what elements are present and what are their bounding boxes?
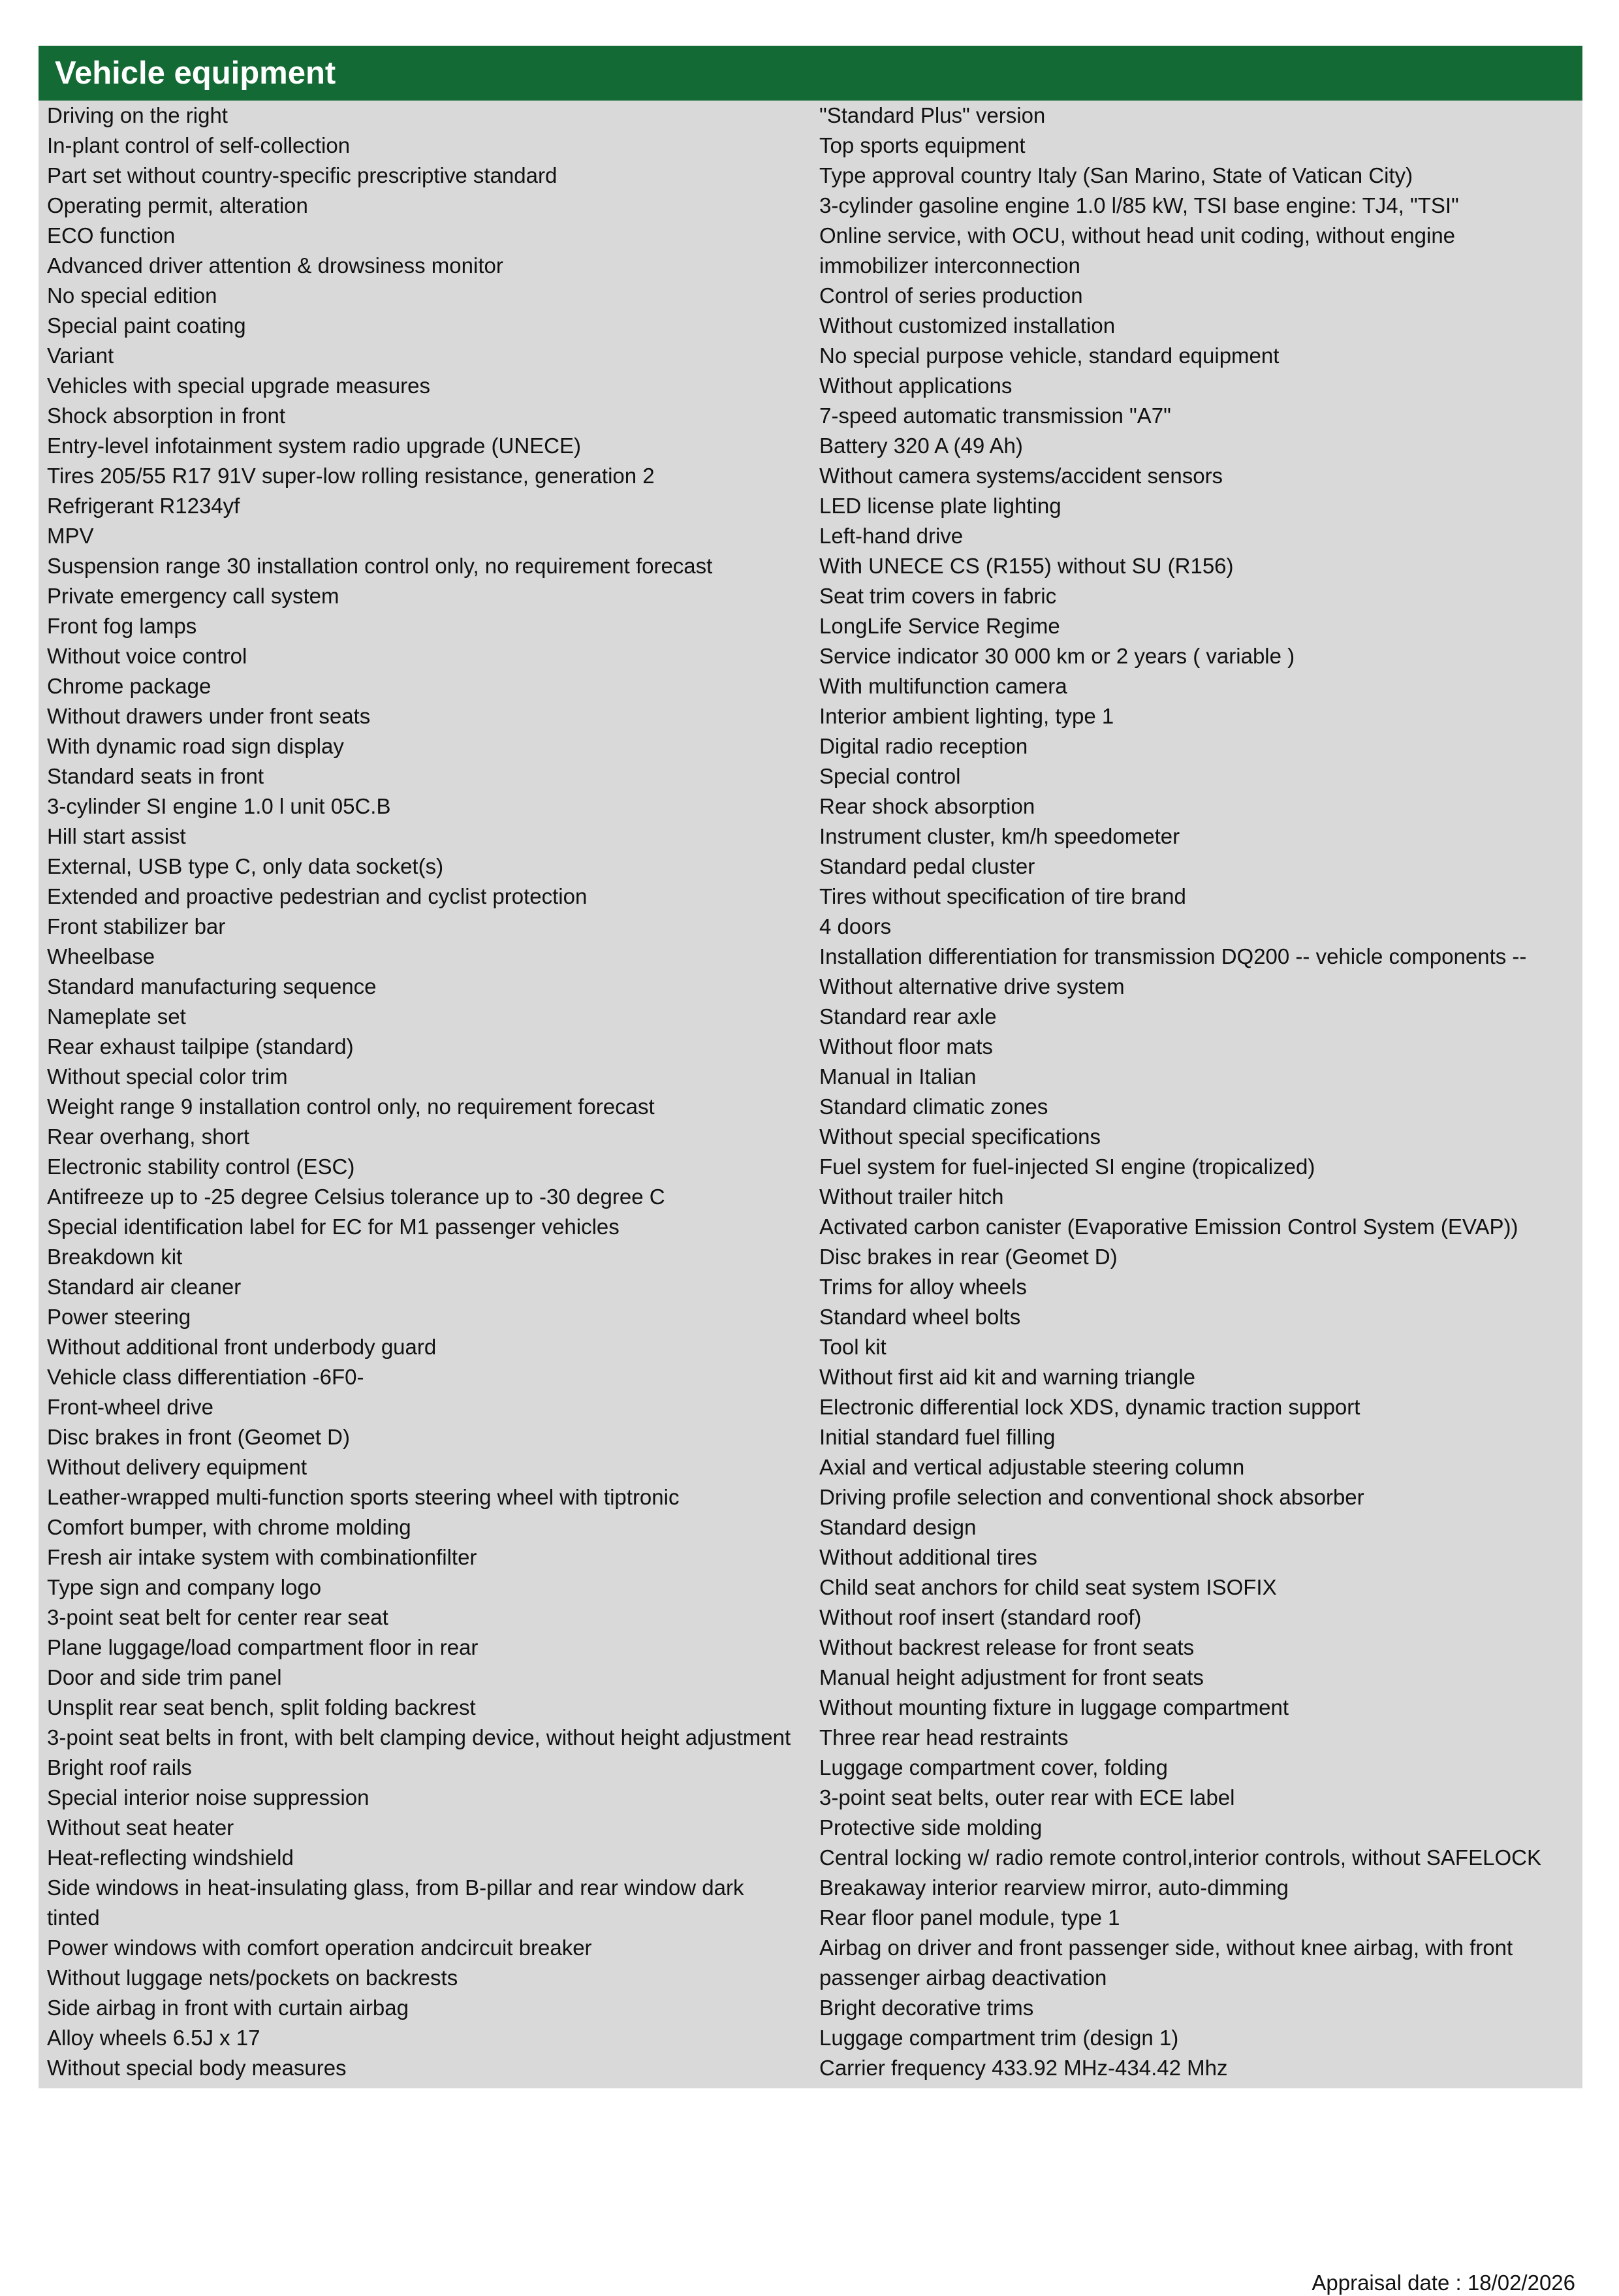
equipment-item: Unsplit rear seat bench, split folding backrest <box>47 1695 476 1719</box>
equipment-item: Without voice control <box>47 644 247 668</box>
equipment-item: 3-point seat belt for center rear seat <box>47 1605 388 1629</box>
equipment-item: Battery 320 A (49 Ah) <box>819 434 1023 458</box>
equipment-item: Driving profile selection and conventional shock absorber <box>819 1485 1364 1509</box>
equipment-item: Left-hand drive <box>819 524 964 548</box>
equipment-item: Private emergency call system <box>47 584 339 608</box>
equipment-item: Type approval country Italy (San Marino, State of Vatican City) <box>819 163 1413 187</box>
equipment-item: Without alternative drive system <box>819 974 1125 998</box>
equipment-item: Special paint coating <box>47 313 246 338</box>
equipment-item: Antifreeze up to -25 degree Celsius tolerance up to -30 degree C <box>47 1185 665 1209</box>
equipment-item: Electronic differential lock XDS, dynamic traction support <box>819 1395 1360 1419</box>
equipment-item: Carrier frequency 433.92 MHz-434.42 Mhz <box>819 2056 1228 2080</box>
equipment-item: Tool kit <box>819 1335 887 1359</box>
equipment-item: Without backrest release for front seats <box>819 1635 1195 1659</box>
equipment-item: Without luggage nets/pockets on backrests <box>47 1966 458 1990</box>
equipment-item: Fresh air intake system with combinationfilter <box>47 1545 477 1569</box>
equipment-item: Operating permit, alteration <box>47 193 308 217</box>
equipment-item: Breakaway interior rearview mirror, auto-dimming <box>819 1875 1289 1900</box>
equipment-column-right <box>819 101 1582 2083</box>
equipment-item: 3-point seat belts, outer rear with ECE label <box>819 1785 1235 1810</box>
equipment-item: Special identification label for EC for M1 passenger vehicles <box>47 1215 620 1239</box>
equipment-item: Standard rear axle <box>819 1004 997 1028</box>
equipment-item: With UNECE CS (R155) without SU (R156) <box>819 554 1234 578</box>
equipment-item: Rear floor panel module, type 1 <box>819 1905 1120 1930</box>
equipment-item: Standard air cleaner <box>47 1275 242 1299</box>
equipment-item: Standard manufacturing sequence <box>47 974 377 998</box>
equipment-item: Child seat anchors for child seat system ISOFIX <box>819 1575 1277 1599</box>
equipment-item: Rear exhaust tailpipe (standard) <box>47 1034 354 1059</box>
equipment-item: Activated carbon canister (Evaporative Emission Control System (EVAP)) <box>819 1215 1518 1239</box>
equipment-item: Without mounting fixture in luggage compartment <box>819 1695 1289 1719</box>
equipment-item: MPV <box>47 524 94 548</box>
equipment-item: Without customized installation <box>819 313 1116 338</box>
equipment-item: Driving on the right <box>47 103 228 127</box>
equipment-item: Front fog lamps <box>47 614 197 638</box>
equipment-item: Top sports equipment <box>819 133 1026 157</box>
equipment-item: ECO function <box>47 223 176 247</box>
equipment-item: Rear overhang, short <box>47 1124 250 1149</box>
equipment-item: 3-cylinder SI engine 1.0 l unit 05C.B <box>47 794 391 818</box>
equipment-item: Part set without country-specific prescriptive standard <box>47 163 558 187</box>
equipment-item: No special purpose vehicle, standard equipment <box>819 343 1280 368</box>
equipment-item: Plane luggage/load compartment floor in rear <box>47 1635 479 1659</box>
equipment-item: Standard wheel bolts <box>819 1305 1021 1329</box>
equipment-item: Without camera systems/accident sensors <box>819 464 1223 488</box>
equipment-item: In-plant control of self-collection <box>47 133 351 157</box>
equipment-item: Door and side trim panel <box>47 1665 282 1689</box>
equipment-item: LongLife Service Regime <box>819 614 1060 638</box>
equipment-item: Without drawers under front seats <box>47 704 371 728</box>
equipment-item: Hill start assist <box>47 824 186 848</box>
equipment-item: Front stabilizer bar <box>47 914 226 938</box>
equipment-item: Without special body measures <box>47 2056 347 2080</box>
equipment-item: Chrome package <box>47 674 212 698</box>
equipment-item: Interior ambient lighting, type 1 <box>819 704 1114 728</box>
equipment-item: Disc brakes in rear (Geomet D) <box>819 1245 1118 1269</box>
equipment-item: Fuel system for fuel-injected SI engine (tropicalized) <box>819 1155 1315 1179</box>
equipment-item: Without trailer hitch <box>819 1185 1004 1209</box>
equipment-item: With multifunction camera <box>819 674 1067 698</box>
equipment-item: Standard pedal cluster <box>819 854 1035 878</box>
equipment-item: Standard design <box>819 1515 977 1539</box>
equipment-item: Without applications <box>819 374 1013 398</box>
equipment-item: Advanced driver attention & drowsiness monitor <box>47 253 503 278</box>
equipment-item: Manual height adjustment for front seats <box>819 1665 1204 1689</box>
equipment-item: Axial and vertical adjustable steering column <box>819 1455 1245 1479</box>
equipment-item: Three rear head restraints <box>819 1725 1069 1749</box>
equipment-item: Side windows in heat-insulating glass, from B-pillar and rear window dark tinted <box>47 1875 744 1930</box>
equipment-list <box>39 101 1582 2088</box>
equipment-item: Bright decorative trims <box>819 1996 1034 2020</box>
equipment-item: Control of series production <box>819 283 1083 308</box>
equipment-item: Tires 205/55 R17 91V super-low rolling resistance, generation 2 <box>47 464 655 488</box>
equipment-item: Online service, with OCU, without head unit coding, without engine immobilizer interconnection <box>819 223 1456 278</box>
equipment-item: Without seat heater <box>47 1815 234 1840</box>
equipment-item: 4 doors <box>819 914 892 938</box>
equipment-item: Shock absorption in front <box>47 404 286 428</box>
equipment-item: No special edition <box>47 283 217 308</box>
equipment-item: Without first aid kit and warning triangle <box>819 1365 1195 1389</box>
equipment-item: Instrument cluster, km/h speedometer <box>819 824 1180 848</box>
equipment-column-left <box>47 101 819 2083</box>
equipment-item: "Standard Plus" version <box>819 103 1046 127</box>
equipment-item: Digital radio reception <box>819 734 1028 758</box>
equipment-item: Wheelbase <box>47 944 155 968</box>
equipment-item: Initial standard fuel filling <box>819 1425 1056 1449</box>
equipment-item: Leather-wrapped multi-function sports steering wheel with tiptronic <box>47 1485 680 1509</box>
equipment-item: Side airbag in front with curtain airbag <box>47 1996 409 2020</box>
equipment-item: Special interior noise suppression <box>47 1785 369 1810</box>
equipment-item: Refrigerant R1234yf <box>47 494 240 518</box>
equipment-item: Installation differentiation for transmission DQ200 -- vehicle components -- <box>819 944 1527 968</box>
appraisal-date: Appraisal date : 18/02/2026 <box>1312 2271 1575 2295</box>
equipment-item: Type sign and company logo <box>47 1575 322 1599</box>
equipment-item: Electronic stability control (ESC) <box>47 1155 355 1179</box>
equipment-item: LED license plate lighting <box>819 494 1061 518</box>
section-title: Vehicle equipment <box>55 56 336 91</box>
equipment-item: Without special color trim <box>47 1064 288 1089</box>
equipment-item: Entry-level infotainment system radio upgrade (UNECE) <box>47 434 581 458</box>
equipment-item: Nameplate set <box>47 1004 186 1028</box>
equipment-item: Protective side molding <box>819 1815 1043 1840</box>
equipment-item: Extended and proactive pedestrian and cyclist protection <box>47 884 588 908</box>
equipment-item: Vehicle class differentiation -6F0- <box>47 1365 364 1389</box>
equipment-item: Alloy wheels 6.5J x 17 <box>47 2026 260 2050</box>
equipment-item: Service indicator 30 000 km or 2 years ( variable ) <box>819 644 1295 668</box>
equipment-item: Trims for alloy wheels <box>819 1275 1027 1299</box>
equipment-item: With dynamic road sign display <box>47 734 344 758</box>
equipment-item: Power windows with comfort operation andcircuit breaker <box>47 1936 592 1960</box>
equipment-item: Without special specifications <box>819 1124 1101 1149</box>
equipment-item: Manual in Italian <box>819 1064 977 1089</box>
equipment-item: Airbag on driver and front passenger side, without knee airbag, with front passenger airbag deactivation <box>819 1936 1513 1990</box>
equipment-item: 7-speed automatic transmission "A7" <box>819 404 1171 428</box>
equipment-item: Without delivery equipment <box>47 1455 307 1479</box>
equipment-item: 3-cylinder gasoline engine 1.0 l/85 kW, TSI base engine: TJ4, "TSI" <box>819 193 1459 217</box>
equipment-item: Breakdown kit <box>47 1245 183 1269</box>
section-header <box>39 46 1582 101</box>
equipment-item: Without additional tires <box>819 1545 1037 1569</box>
equipment-item: Central locking w/ radio remote control,interior controls, without SAFELOCK <box>819 1845 1541 1870</box>
equipment-item: Suspension range 30 installation control only, no requirement forecast <box>47 554 713 578</box>
equipment-item: Without floor mats <box>819 1034 993 1059</box>
equipment-item: Disc brakes in front (Geomet D) <box>47 1425 350 1449</box>
equipment-item: Luggage compartment trim (design 1) <box>819 2026 1179 2050</box>
equipment-item: Front-wheel drive <box>47 1395 213 1419</box>
equipment-item: Power steering <box>47 1305 191 1329</box>
equipment-item: Comfort bumper, with chrome molding <box>47 1515 411 1539</box>
equipment-item: External, USB type C, only data socket(s) <box>47 854 444 878</box>
equipment-item: Weight range 9 installation control only, no requirement forecast <box>47 1094 655 1119</box>
equipment-item: Vehicles with special upgrade measures <box>47 374 430 398</box>
equipment-item: Bright roof rails <box>47 1755 192 1779</box>
equipment-item: Standard climatic zones <box>819 1094 1048 1119</box>
equipment-item: Rear shock absorption <box>819 794 1035 818</box>
equipment-item: Heat-reflecting windshield <box>47 1845 294 1870</box>
vehicle-equipment-panel <box>39 46 1582 2088</box>
equipment-item: Without additional front underbody guard <box>47 1335 437 1359</box>
equipment-item: Without roof insert (standard roof) <box>819 1605 1142 1629</box>
equipment-item: Special control <box>819 764 961 788</box>
equipment-item: Standard seats in front <box>47 764 264 788</box>
equipment-item: Tires without specification of tire brand <box>819 884 1186 908</box>
equipment-item: Variant <box>47 343 114 368</box>
equipment-item: 3-point seat belts in front, with belt clamping device, without height adjustment <box>47 1725 791 1749</box>
equipment-item: Luggage compartment cover, folding <box>819 1755 1168 1779</box>
equipment-item: Seat trim covers in fabric <box>819 584 1057 608</box>
